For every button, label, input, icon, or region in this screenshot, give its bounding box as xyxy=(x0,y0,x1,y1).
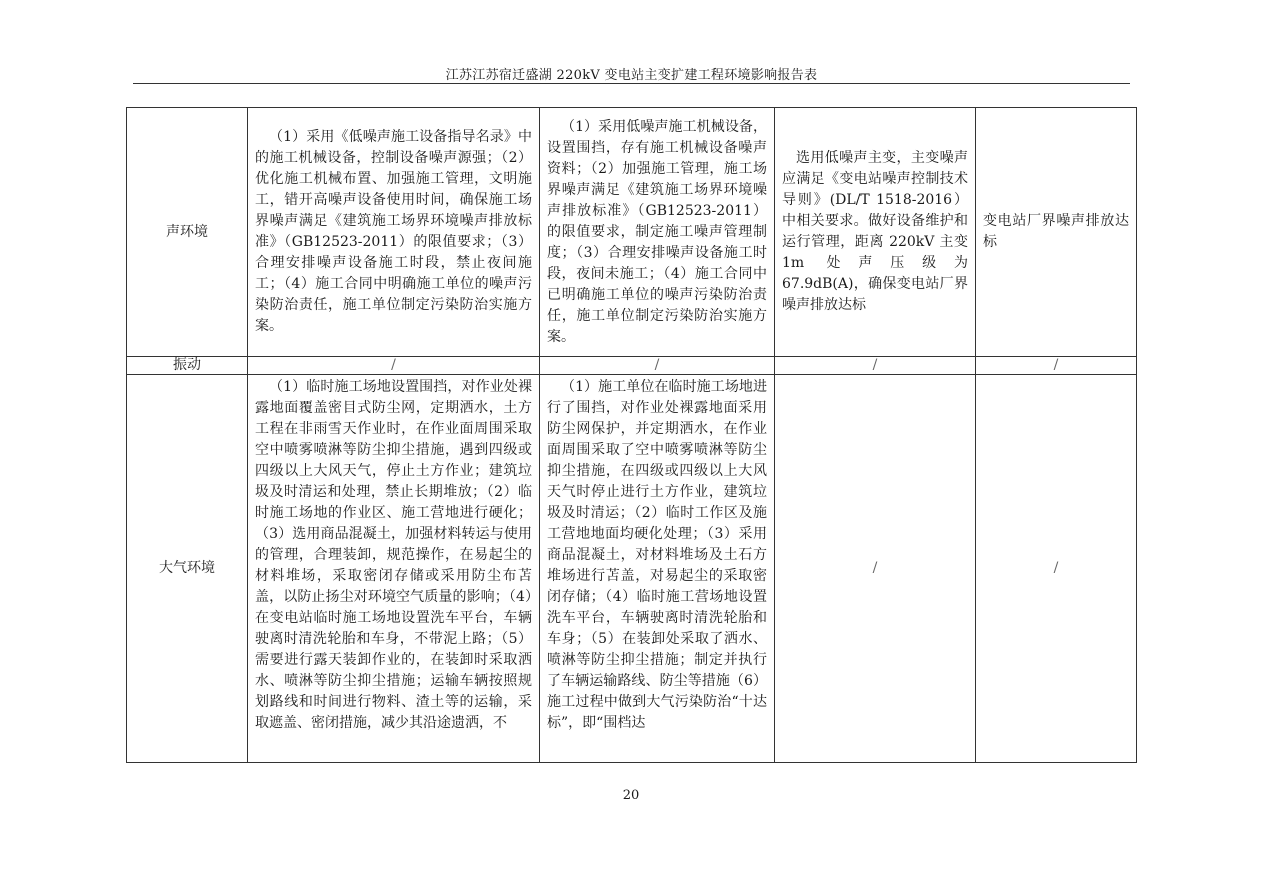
table-row-vibration xyxy=(127,357,1137,375)
cell-air-eia-measures: （1）临时施工场地设置围挡，对作业处裸露地面覆盖密目式防尘网，定期洒水，土方工程在非雨雪天作业时，在作业面周围采取空中喷雾喷淋等防尘抑尘措施，遇到四级或四级以上大风天气，停止土方作业；建筑垃圾及时清运和处理，禁止长期堆放；（2）临时施工场地的作业区、施工营地进行硬化；（3）选用商品混凝土，加强材料转运与使用的管理，合理装卸，规范操作，在易起尘的材料堆场，采取密闭存储或采用防尘布苫盖，以防止扬尘对环境空气质量的影响；（4）在变电站临时施工场地设置洗车平台，车辆驶离时清洗轮胎和车身，不带泥上路；（5）需要进行露天装卸作业的，在装卸时采取洒水、喷淋等防尘抑尘措施；运输车辆按照规划路线和时间进行物料、渣土等的运输，采取遮盖、密闭措施，减少其沿途遗洒，不 xyxy=(248,375,540,763)
row-label-vibration: 振动 xyxy=(127,357,248,375)
cell-vibration-col4: / xyxy=(976,357,1137,375)
page-number: 20 xyxy=(622,788,640,803)
header-divider xyxy=(133,83,1130,84)
cell-air-operation-measures: / xyxy=(775,375,976,763)
table-row-air-environment xyxy=(127,375,1137,763)
cell-vibration-col1: / xyxy=(248,357,540,375)
cell-sound-requirement: 变电站厂界噪声排放达标 xyxy=(976,108,1137,357)
cell-sound-construction-implementation: （1）采用低噪声施工机械设备，设置围挡，存有施工机械设备噪声资料；（2）加强施工管理，施工场界噪声满足《建筑施工场界环境噪声排放标准》（GB12523-2011）的限值要求，制定施工噪声管理制度；（3）合理安排噪声设备施工时段，夜间未施工；（4）施工合同中已明确施工单位的噪声污染防治责任，施工单位制定污染防治实施方案。 xyxy=(540,108,775,357)
table-row-sound-environment xyxy=(127,108,1137,357)
cell-sound-operation-measures: 选用低噪声主变，主变噪声应满足《变电站噪声控制技术导则》(DL/T 1518-2016）中相关要求。做好设备维护和运行管理，距离 220kV 主变 1m 处声压级为 67.9dB(A)，确保变电站厂界噪声排放达标 xyxy=(775,108,976,357)
cell-air-requirement: / xyxy=(976,375,1137,763)
row-label-sound: 声环境 xyxy=(127,108,248,357)
cell-air-construction-implementation: （1）施工单位在临时施工场地进行了围挡，对作业处裸露地面采用防尘网保护，并定期洒水，在作业面周围采取了空中喷雾喷淋等防尘抑尘措施，在四级或四级以上大风天气时停止进行土方作业，建筑垃圾及时清运；（2）临时工作区及施工营地地面均硬化处理；（3）采用商品混凝土，对材料堆场及土石方堆场进行苫盖，对易起尘的采取密闭存储；（4）临时施工营场地设置洗车平台，车辆驶离时清洗轮胎和车身；（5）在装卸处采取了洒水、喷淋等防尘抑尘措施；制定并执行了车辆运输路线、防尘等措施（6）施工过程中做到大气污染防治“十达标”，即“围档达 xyxy=(540,375,775,763)
row-label-air: 大气环境 xyxy=(127,375,248,763)
cell-vibration-col3: / xyxy=(775,357,976,375)
cell-sound-eia-measures: （1）采用《低噪声施工设备指导名录》中的施工机械设备，控制设备噪声源强；（2）优化施工机械布置、加强施工管理，文明施工，错开高噪声设备使用时间，确保施工场界噪声满足《建筑施工场界环境噪声排放标准》（GB12523-2011）的限值要求；（3）合理安排噪声设备施工时段，禁止夜间施工；（4）施工合同中明确施工单位的噪声污染防治责任，施工单位制定污染防治实施方案。 xyxy=(248,108,540,357)
cell-vibration-col2: / xyxy=(540,357,775,375)
environment-measures-table xyxy=(126,107,1137,763)
document-header-title: 江苏江苏宿迁盛湖 220kV 变电站主变扩建工程环境影响报告表 xyxy=(445,68,818,83)
